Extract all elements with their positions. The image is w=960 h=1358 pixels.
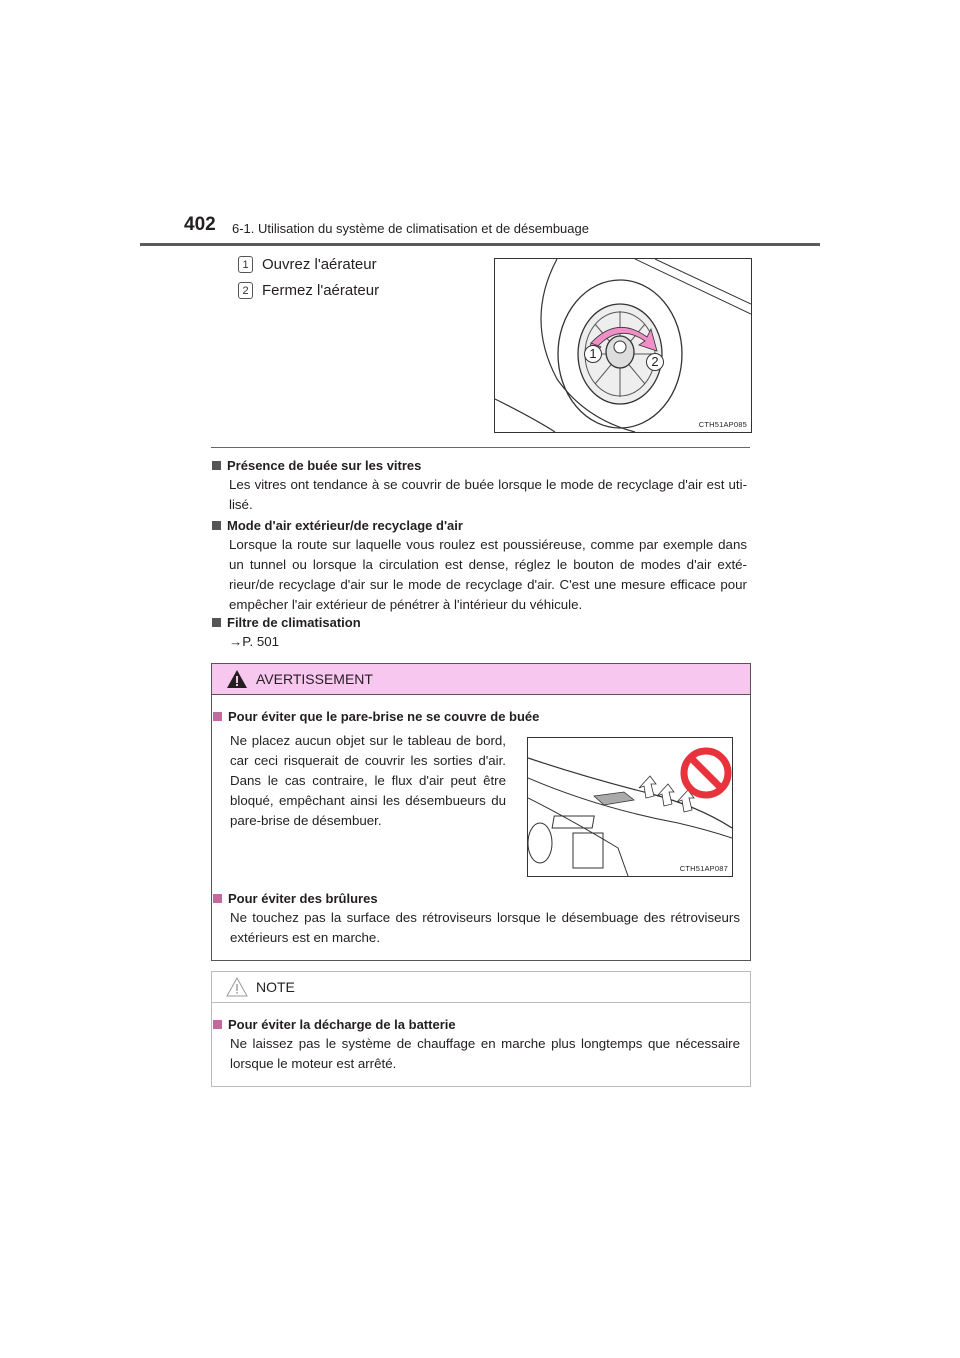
note-box — [211, 971, 751, 1087]
square-bullet-icon — [212, 461, 221, 470]
note-header — [212, 972, 750, 1003]
air-vent-illustration — [494, 258, 752, 433]
warning-body: Ne touchez pas la surface des rétroviseurs lorsque le désembuage des rétroviseurs extérieurs est en marche. — [230, 910, 740, 945]
warning-heading: Pour éviter que le pare-brise ne se couvre de buée — [213, 709, 539, 724]
step-2 — [238, 282, 379, 299]
section-heading: Filtre de climatisation — [212, 615, 361, 630]
square-bullet-icon — [213, 712, 222, 721]
page-number: 402 — [184, 214, 216, 235]
square-bullet-icon — [213, 894, 222, 903]
dashboard-drawing — [528, 738, 732, 876]
square-bullet-icon — [212, 521, 221, 530]
note-title: NOTE — [256, 979, 295, 995]
step-text: Fermez l'aérateur — [262, 282, 380, 299]
warning-header — [212, 664, 750, 695]
square-bullet-icon — [213, 1020, 222, 1029]
section-heading: Présence de buée sur les vitres — [212, 458, 421, 473]
dashboard-illustration — [527, 737, 733, 877]
section-body: Les vitres ont tendance à se couvrir de buée lorsque le mode de recyclage d'air est uti-lisé. — [229, 477, 747, 512]
step-number: 2 — [238, 282, 253, 299]
chapter-title: 6-1. Utilisation du système de climatisation et de désembuage — [232, 221, 589, 236]
air-vent-drawing — [495, 259, 751, 432]
section-divider — [211, 447, 750, 448]
note-body: Ne laissez pas le système de chauffage en marche plus longtemps que nécessaire lorsque le moteur est arrêté. — [230, 1036, 740, 1071]
step-1 — [238, 256, 377, 273]
warning-triangle-icon — [226, 669, 248, 689]
callout-1: 1 — [584, 345, 602, 363]
warning-box — [211, 663, 751, 961]
square-bullet-icon — [212, 618, 221, 627]
section-body: Lorsque la route sur laquelle vous roulez est poussiéreuse, comme par exemple dans un tunnel ou lorsque la circulation est dense, réglez le bouton de modes d'air exté-rieur/de recyclage d'air sur le mode de recyclage d'air. C'est une mesure efficace pour empêcher l'air extérieur de pénétrer à l'intérieur du véhicule. — [229, 537, 747, 612]
warning-title: AVERTISSEMENT — [256, 671, 373, 687]
section-heading: Mode d'air extérieur/de recyclage d'air — [212, 518, 463, 533]
figure-code: CTH51AP087 — [679, 864, 728, 873]
warning-body: Ne placez aucun objet sur le tableau de bord, car ceci risquerait de couvrir les sorties d'air. Dans le cas contraire, le flux d'air peut être bloqué, empêchant ainsi les désembueurs du pare-brise de désembuer. — [230, 733, 506, 828]
caution-triangle-icon — [226, 977, 248, 997]
page-reference: →P. 501 — [229, 634, 280, 649]
header-rule — [140, 243, 820, 246]
step-text: Ouvrez l'aérateur — [262, 256, 377, 273]
callout-2: 2 — [646, 353, 664, 371]
figure-code: CTH51AP085 — [698, 420, 747, 429]
step-number: 1 — [238, 256, 253, 273]
warning-heading: Pour éviter des brûlures — [213, 891, 378, 906]
note-heading: Pour éviter la décharge de la batterie — [213, 1017, 456, 1032]
